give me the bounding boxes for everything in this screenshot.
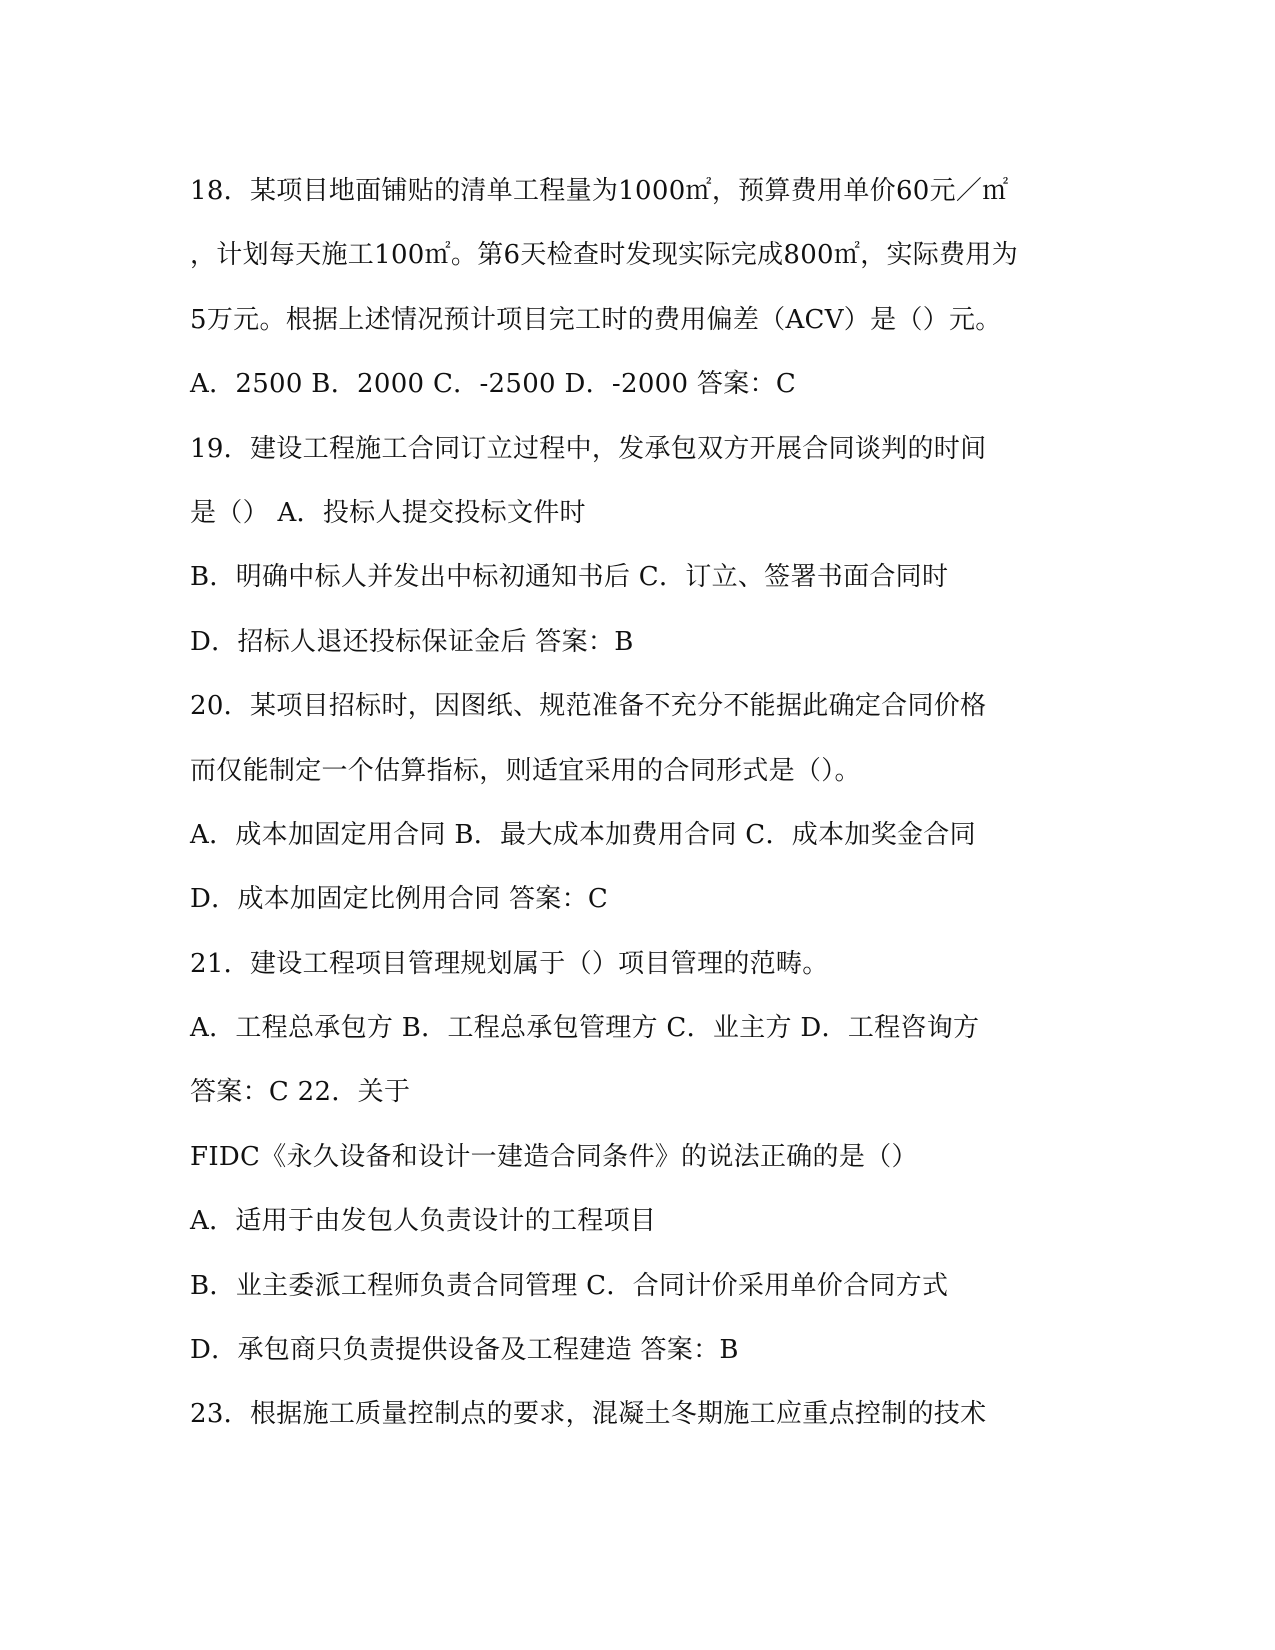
- text-line: A．适用于由发包人负责设计的工程项目: [190, 1206, 657, 1237]
- text-line: B．明确中标人并发出中标初通知书后 C．订立、签署书面合同时: [190, 562, 949, 593]
- text-line: 19．建设工程施工合同订立过程中，发承包双方开展合同谈判的时间: [190, 433, 987, 464]
- text-line: 21．建设工程项目管理规划属于（）项目管理的范畴。: [190, 948, 829, 979]
- text-line: 而仅能制定一个估算指标，则适宜采用的合同形式是（）。: [190, 755, 861, 786]
- text-line: 答案：C 22．关于: [190, 1077, 411, 1108]
- text-line: ，计划每天施工100㎡。第6天检查时发现实际完成800㎡，实际费用为: [190, 240, 1018, 271]
- text-line: 20．某项目招标时，因图纸、规范准备不充分不能据此确定合同价格: [190, 691, 987, 722]
- document-body: [190, 159, 1090, 1447]
- text-line: B．业主委派工程师负责合同管理 C．合同计价采用单价合同方式: [190, 1270, 949, 1301]
- text-line: D．承包商只负责提供设备及工程建造 答案：B: [190, 1335, 739, 1366]
- text-line: 5万元。根据上述情况预计项目完工时的费用偏差（ACV）是（）元。: [190, 304, 1002, 335]
- text-line: A．2500 B．2000 C．-2500 D．-2000 答案：C: [190, 369, 797, 400]
- text-line: 18．某项目地面铺贴的清单工程量为1000㎡，预算费用单价60元／㎡: [190, 176, 1009, 206]
- text-line: FIDC《永久设备和设计一建造合同条件》的说法正确的是（）: [190, 1141, 918, 1172]
- text-line: A．工程总承包方 B．工程总承包管理方 C．业主方 D．工程咨询方: [190, 1013, 980, 1044]
- text-line: 23．根据施工质量控制点的要求，混凝土冬期施工应重点控制的技术: [190, 1399, 987, 1430]
- text-line: 是（） A．投标人提交投标文件时: [190, 497, 586, 528]
- text-line: D．招标人退还投标保证金后 答案：B: [190, 626, 634, 657]
- text-line: D．成本加固定比例用合同 答案：C: [190, 884, 609, 915]
- text-line: A．成本加固定用合同 B．最大成本加费用合同 C．成本加奖金合同: [190, 819, 976, 850]
